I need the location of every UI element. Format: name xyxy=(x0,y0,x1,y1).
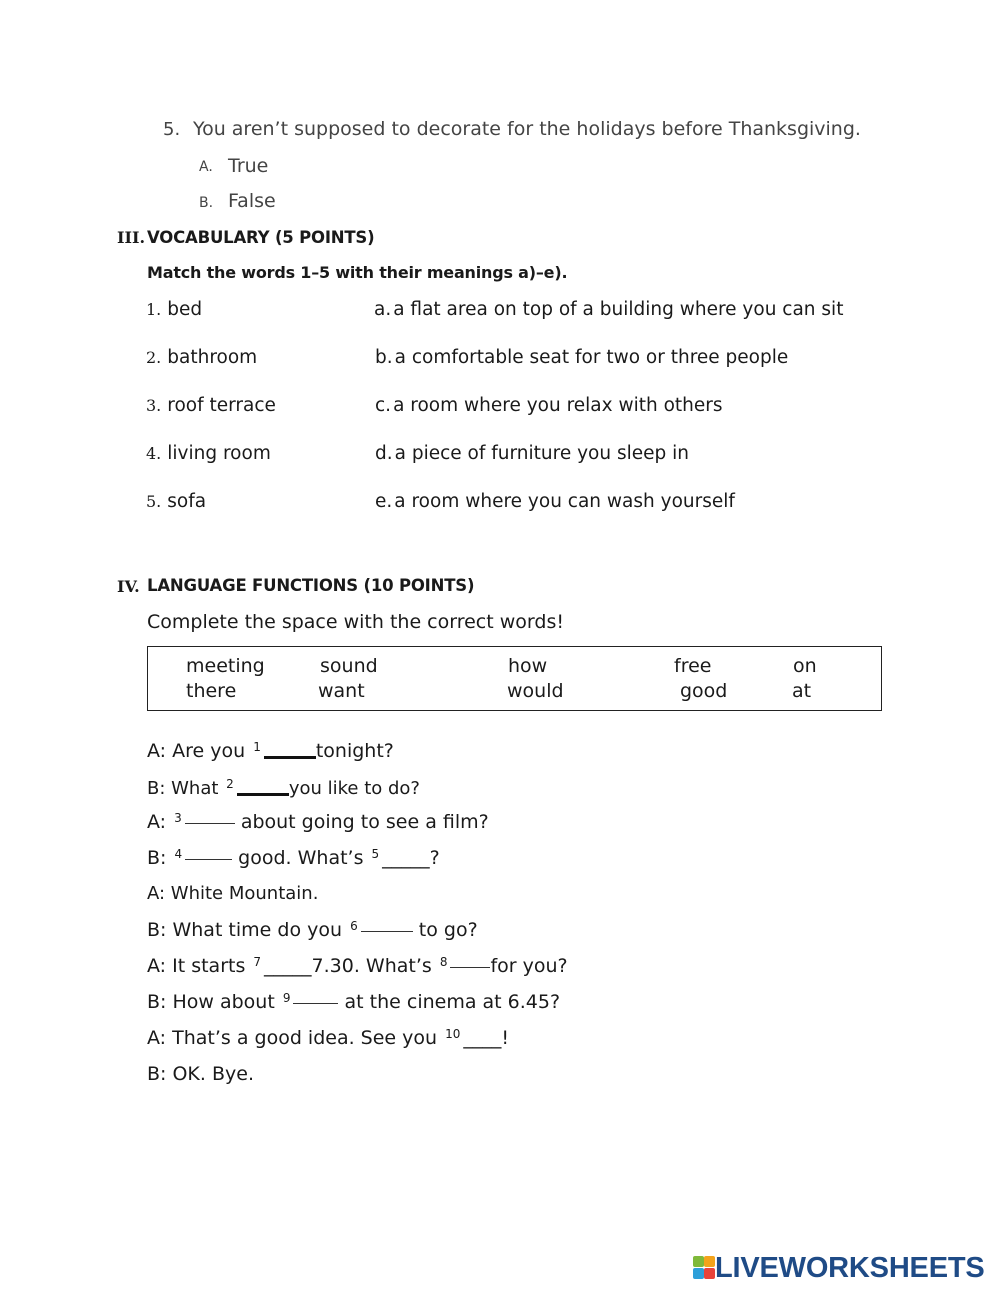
meaning-text: a flat area on top of a building where you can sit xyxy=(393,299,844,320)
word-number: 5. xyxy=(146,492,162,511)
word-bank xyxy=(147,646,882,711)
word-bank-item[interactable]: would xyxy=(507,680,564,702)
answer-blank[interactable] xyxy=(293,991,338,1004)
option-letter: B. xyxy=(199,195,214,211)
dialogue-line xyxy=(147,1063,254,1085)
blank-number: 8 xyxy=(439,955,448,969)
word-text: bathroom xyxy=(167,347,258,368)
dialogue-line xyxy=(147,955,568,977)
word-bank-item[interactable]: sound xyxy=(320,655,378,677)
match-word[interactable] xyxy=(146,347,257,368)
option-true[interactable]: True xyxy=(228,155,269,177)
meaning-letter: a. xyxy=(374,299,392,320)
dialogue-line xyxy=(147,811,489,833)
logo-tile-icon xyxy=(693,1256,704,1267)
option-false[interactable]: False xyxy=(228,190,276,212)
match-meaning[interactable] xyxy=(374,299,843,320)
match-meaning[interactable] xyxy=(375,443,689,464)
answer-blank[interactable] xyxy=(185,847,232,860)
section-number: III. xyxy=(117,228,146,247)
blank-number: 2 xyxy=(226,777,234,791)
question-number: 5. xyxy=(163,119,181,140)
line-text: you like to do? xyxy=(288,778,420,799)
option-letter: A. xyxy=(199,159,213,175)
line-text: A: Are you xyxy=(147,740,246,762)
word-number: 1. xyxy=(146,300,162,319)
blank-number: 1 xyxy=(253,740,261,754)
match-word[interactable] xyxy=(146,395,276,416)
line-text: for you? xyxy=(490,955,568,977)
word-bank-item[interactable]: free xyxy=(674,655,712,677)
line-text: A: That’s a good idea. See you xyxy=(147,1027,438,1049)
meaning-text: a room where you relax with others xyxy=(393,395,723,416)
word-bank-item[interactable]: on xyxy=(793,655,817,677)
word-text: sofa xyxy=(167,491,207,512)
word-text: living room xyxy=(167,443,271,464)
blank-number: 7 xyxy=(253,955,262,969)
word-number: 4. xyxy=(146,444,162,463)
word-text: roof terrace xyxy=(167,395,276,416)
meaning-text: a piece of furniture you sleep in xyxy=(394,443,689,464)
line-text: A: White Mountain. xyxy=(147,883,319,904)
line-text: to go? xyxy=(418,919,478,941)
answer-blank[interactable]: ____! xyxy=(463,1027,510,1049)
logo-tile-icon xyxy=(704,1268,715,1279)
line-text: A: It starts xyxy=(147,955,246,977)
meaning-letter: b. xyxy=(375,347,393,368)
word-text: bed xyxy=(167,299,203,320)
answer-blank[interactable] xyxy=(450,955,490,968)
dialogue-line xyxy=(147,991,560,1013)
answer-blank[interactable]: _____? xyxy=(382,847,440,869)
logo-text: LIVEWORKSHEETS xyxy=(715,1252,985,1284)
blank-number: 6 xyxy=(350,919,358,933)
logo-tile-icon xyxy=(693,1268,704,1279)
dialogue-line xyxy=(147,919,478,941)
line-text: B: What xyxy=(147,778,219,799)
blank-number: 10 xyxy=(445,1027,461,1041)
dialogue-line xyxy=(147,847,440,869)
section-instruction: Match the words 1–5 with their meanings a)–e). xyxy=(147,263,568,282)
line-text: B: What time do you xyxy=(147,919,343,941)
word-bank-item[interactable]: good xyxy=(680,680,728,702)
section-title: LANGUAGE FUNCTIONS (10 POINTS) xyxy=(147,576,475,595)
match-meaning[interactable] xyxy=(375,491,735,512)
section-title: VOCABULARY (5 POINTS) xyxy=(147,228,375,247)
meaning-letter: c. xyxy=(375,395,392,416)
line-text: tonight? xyxy=(315,740,394,762)
line-text: good. What’s xyxy=(238,847,364,869)
meaning-letter: e. xyxy=(375,491,393,512)
blank-number: 3 xyxy=(174,811,182,825)
word-bank-item[interactable]: how xyxy=(508,655,548,677)
meaning-text: a room where you can wash yourself xyxy=(394,491,735,512)
dialogue-line xyxy=(147,775,420,799)
line-text: B: xyxy=(147,847,167,869)
line-text: A: xyxy=(147,811,167,833)
match-word[interactable] xyxy=(146,299,202,320)
answer-blank[interactable] xyxy=(264,738,316,759)
match-word[interactable] xyxy=(146,443,271,464)
section-instruction: Complete the space with the correct words! xyxy=(147,611,564,633)
question-text: You aren’t supposed to decorate for the holidays before Thanksgiving. xyxy=(193,118,861,140)
word-bank-item[interactable]: meeting xyxy=(186,655,265,677)
word-number: 2. xyxy=(146,348,162,367)
dialogue-line xyxy=(147,883,318,904)
answer-blank[interactable] xyxy=(237,775,289,796)
blank-number: 5 xyxy=(371,847,380,861)
answer-blank[interactable] xyxy=(361,919,413,932)
match-word[interactable] xyxy=(146,491,206,512)
word-number: 3. xyxy=(146,396,162,415)
section-number: IV. xyxy=(117,577,140,596)
meaning-letter: d. xyxy=(375,443,393,464)
blank-number: 4 xyxy=(174,847,183,861)
answer-blank[interactable] xyxy=(185,811,235,824)
line-text[interactable]: _____7.30. What’s xyxy=(264,955,432,977)
logo-tile-icon xyxy=(704,1256,715,1267)
word-bank-item[interactable]: want xyxy=(318,680,365,702)
line-text: at the cinema at 6.45? xyxy=(344,991,561,1013)
blank-number: 9 xyxy=(282,991,291,1005)
line-text: about going to see a film? xyxy=(240,811,489,833)
dialogue-line xyxy=(147,1027,509,1049)
line-text: B: OK. Bye. xyxy=(147,1063,254,1085)
word-bank-item[interactable]: at xyxy=(792,680,812,702)
word-bank-item[interactable]: there xyxy=(186,680,237,702)
line-text: B: How about xyxy=(147,991,275,1013)
match-meaning[interactable] xyxy=(375,395,723,416)
meaning-text: a comfortable seat for two or three people xyxy=(394,347,789,368)
dialogue-line xyxy=(147,738,394,762)
match-meaning[interactable] xyxy=(375,347,788,368)
